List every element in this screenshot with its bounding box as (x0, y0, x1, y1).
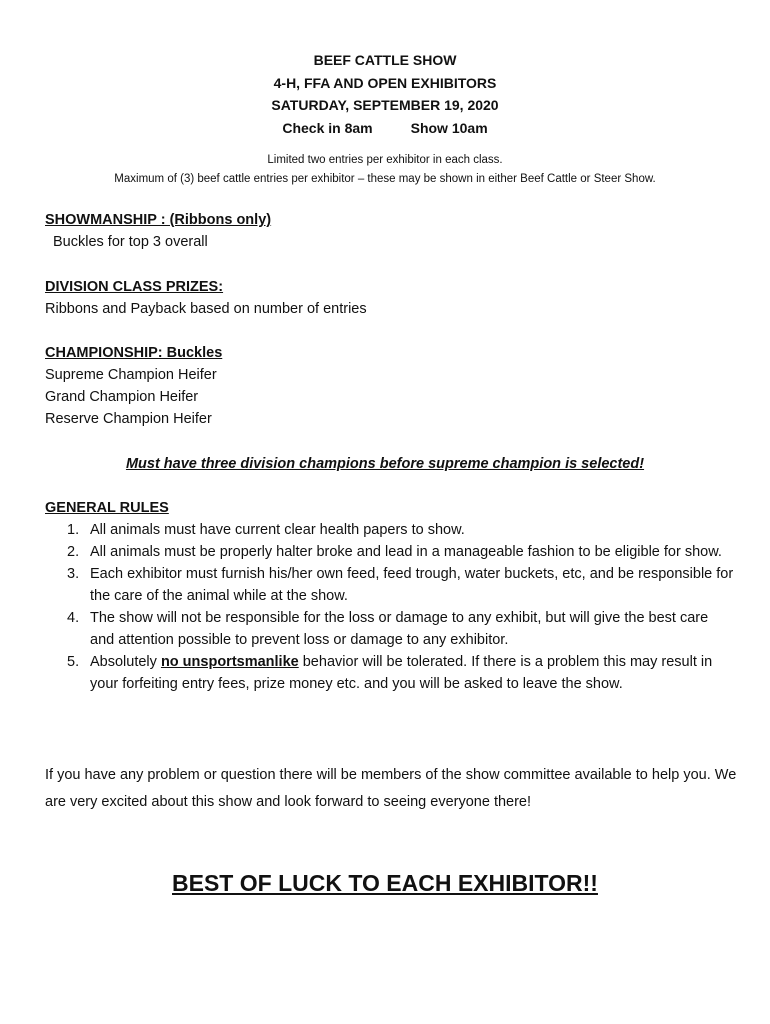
showmanship-heading: SHOWMANSHIP : (Ribbons only) (45, 212, 272, 228)
showmanship-detail: Buckles for top 3 overall (53, 234, 208, 250)
rule-text: Each exhibitor must furnish his/her own feed, feed trough, water buckets, etc, and be responsible for the care of the animal while at the show. (90, 566, 734, 604)
rule-item (45, 607, 735, 651)
rule-item (45, 541, 735, 563)
division-section (45, 276, 735, 320)
rule-text: The show will not be responsible for the loss or damage to any exhibit, but will give the best care and attention possible to prevent loss or damage to any exhibitor. (90, 610, 709, 648)
championship-item: Reserve Champion Heifer (45, 411, 212, 427)
rule-item (45, 563, 735, 607)
document-header (0, 49, 770, 139)
show-date: SATURDAY, SEPTEMBER 19, 2020 (271, 97, 499, 113)
rule-number: 1. (67, 522, 80, 538)
exhibitor-types: 4-H, FFA AND OPEN EXHIBITORS (273, 74, 497, 91)
showmanship-section (45, 209, 735, 253)
supreme-champion-note: Must have three division champions before supreme champion is selected! (125, 456, 645, 472)
division-heading: DIVISION CLASS PRIZES: (45, 279, 224, 295)
closing-paragraph: If you have any problem or question there will be members of the show committee available to help you. We are very excited about this show and look forward to seeing everyone there! (45, 767, 737, 810)
championship-section (45, 342, 735, 430)
entry-maximum-note: Maximum of (3) beef cattle entries per exhibitor – these may be shown in either Beef Cattle or Steer Show. (114, 173, 656, 185)
rules-list (45, 519, 735, 695)
checkin-time: Check in 8am (282, 119, 373, 136)
rule-item (45, 651, 735, 695)
rule-number: 2. (67, 544, 80, 560)
rule-emphasis: no unsportsmanlike (160, 654, 299, 670)
division-detail: Ribbons and Payback based on number of entries (45, 301, 367, 317)
championship-item: Grand Champion Heifer (45, 389, 199, 405)
show-time: Show 10am (410, 119, 488, 136)
show-title: BEEF CATTLE SHOW (313, 52, 457, 68)
rule-text-post: behavior will be tolerated. If there is a problem this may result in your forfeiting entry fees, prize money etc. and you will be asked to leave the show. (90, 654, 713, 692)
rule-number: 4. (67, 610, 80, 626)
championship-heading: CHAMPIONSHIP: Buckles (45, 345, 223, 361)
rule-number: 5. (67, 654, 80, 670)
general-rules-heading: GENERAL RULES (45, 500, 169, 516)
rule-text-pre: Absolutely (90, 654, 161, 670)
good-luck-banner: BEST OF LUCK TO EACH EXHIBITOR!! (172, 870, 598, 896)
general-rules-section (45, 497, 735, 695)
entry-limit-note: Limited two entries per exhibitor in each class. (267, 154, 503, 166)
rule-text: All animals must be properly halter broke and lead in a manageable fashion to be eligible for show. (90, 544, 722, 560)
championship-item: Supreme Champion Heifer (45, 367, 217, 383)
rule-text: All animals must have current clear health papers to show. (90, 522, 465, 538)
rule-number: 3. (67, 566, 80, 582)
rule-item (45, 519, 735, 541)
show-times (0, 117, 770, 140)
